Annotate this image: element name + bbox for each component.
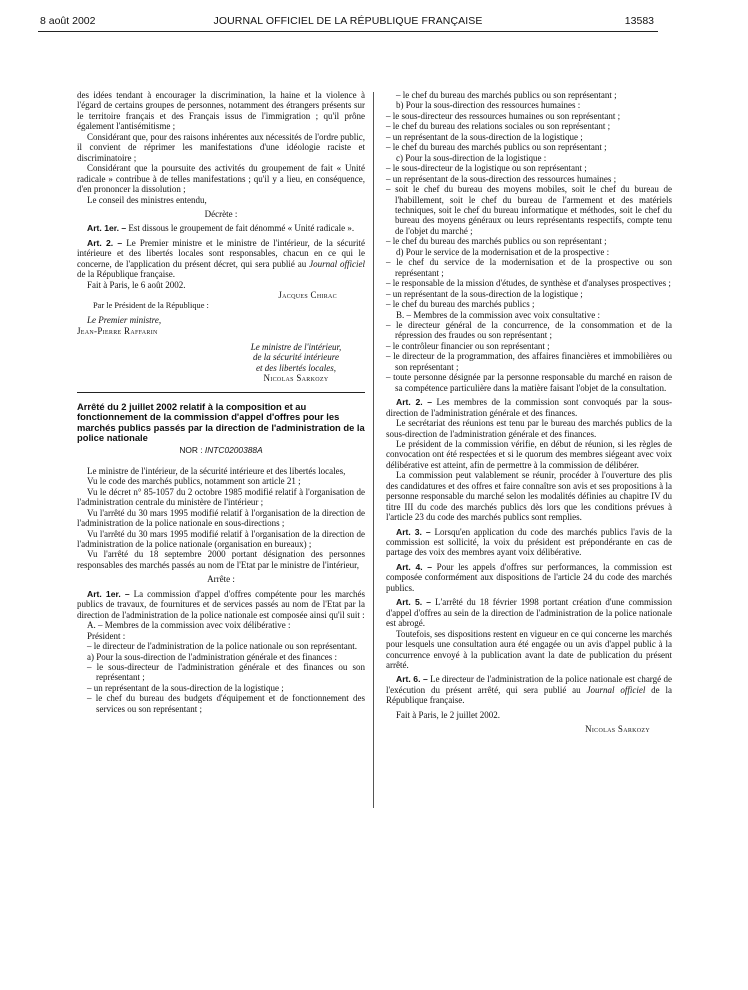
vu-5: Vu l'arrêté du 18 septembre 2000 portant désignation des personnes responsables des marchés passés au nom de l'Etat par le ministre de l'intérieur, [77,549,365,570]
conseil-text: Le conseil des ministres entendu, [87,194,207,205]
column-divider [373,92,374,808]
premier-ministre-title: Le Premier ministre, [87,315,162,326]
vu-3: Vu l'arrêté du 30 mars 1995 modifié relatif à l'organisation de la direction de l'administration de la police nationale en sous-directions ; [77,507,365,529]
subsection-d-heading: d) Pour le service de la modernisation et de la prospective : [396,246,610,257]
decree-art-2: Art. 2. – Le Premier ministre et le ministre de l'intérieur, de la sécurité intérieure et des libertés locales sont responsables, chacun en ce qui le concerne, de l'application du présent décret, qui sera publié au Journal officiel de la République française. [77,237,365,280]
subsection-a-heading: a) Pour la sous-direction de l'administration générale et des finances : [87,651,338,662]
membres-a-heading: A. – Membres de la commission avec voix délibérative : [87,620,291,631]
vu-2: Vu le décret n° 85-1057 du 2 octobre 1985 modifié relatif à l'organisation de l'administration centrale du ministère de l'intérieur ; [77,486,365,508]
arrete-art-5: Art. 5. – L'arrêté du 18 février 1998 portant création d'une commission d'appel d'offres au sein de la direction de l'administration de la police nationale est abrogé. [386,597,672,629]
subsection-b-heading: b) Pour la sous-direction des ressources humaines : [396,100,581,111]
list-item: – le directeur de la programmation, des affaires financières et immobilières ou son représentant ; [386,351,672,372]
list-item: – un représentant de la sous-direction de la logistique ; [386,288,583,299]
list-item: – le chef du service de la modernisation et de la prospective ou son représentant ; [386,257,672,278]
decrete-heading: Décrète : [204,208,238,219]
list-item: – un représentant de la sous-direction des ressources humaines ; [386,173,617,184]
art-label: Art. 5. – [396,597,432,608]
signature-sarkozy-arrete: Nicolas Sarkozy [585,724,650,735]
decree-intro: des idées tendant à encourager la discrimination, la haine et la violence à l'égard de certains groupes de personnes, notamment des étrangers présents sur le territoire français et des Français issus de l'immigration ; qu'il prône également l'antisémitisme ; [77,90,365,132]
vu-1: Vu le code des marchés publics, notamment son article 21 ; [87,476,301,487]
par-le-president: Par le Président de la République : [93,300,209,310]
arrete-heading: Arrête : [207,574,235,585]
art-label: Art. 6. – [396,674,428,685]
left-column [77,90,365,714]
president-heading: Président : [87,630,126,641]
list-item: – soit le chef du bureau des moyens mobiles, soit le chef du bureau de l'habillement, soit le chef du bureau de l'armement et des matériels techniques, soit le chef du bureau informatique et méthodes, soit le chef du bureau des moyens généraux ou leurs représentants respectifs, compte tenu de l'objet du marché ; [386,184,672,236]
page-number: 13583 [624,15,654,27]
membres-b-heading: B. – Membres de la commission avec voix consultative : [396,309,600,320]
list-item: – le sous-directeur de la logistique ou son représentant ; [386,163,587,174]
considerant-1: Considérant que, pour des raisons inhérentes aux nécessités de l'ordre public, il convient de réprimer les manifestations d'une idéologie raciste et discriminatoire ; [77,131,365,163]
list-item: – le chef du bureau des marchés publics ou son représentant ; [396,90,617,100]
signature-chirac: Jacques Chirac [278,290,337,301]
list-item: – le chef du bureau des budgets d'équipement et de fonctionnement des services ou son représentant ; [87,693,365,714]
list-item: – le chef du bureau des marchés publics ou son représentant ; [386,236,607,247]
list-item: – le chef du bureau des relations sociales ou son représentant ; [386,121,611,132]
list-item: – toute personne désignée par la personne responsable du marché en raison de sa compétence particulière dans la matière faisant l'objet de la consultation. [386,372,672,393]
art-2-paragraph: La commission peut valablement se réunir, procéder à l'ouverture des plis des candidatures et des offres et faire connaître son avis et ses propositions à la personne responsable du marché selon les modalités définies au chapitre IV du titre III du code des marchés publics dès lors que les conditions prévues à l'article 23 du code des marchés publics sont remplies. [386,470,672,523]
journal-title: JOURNAL OFFICIEL DE LA RÉPUBLIQUE FRANÇAISE [213,15,483,27]
signature-sarkozy: Nicolas Sarkozy [263,373,329,384]
list-item: – le directeur de l'administration de la police nationale ou son représentant. [87,641,358,652]
signature-raffarin: Jean-Pierre Raffarin [77,325,158,336]
arrete-art-1: Art. 1er. – La commission d'appel d'offres compétente pour les marchés publics de travaux, de fournitures et de services passés au nom de l'Etat par la direction de l'administration de la police nationale est composée ainsi qu'il suit : [77,588,366,620]
list-item: – le sous-directeur des ressources humaines ou son représentant ; [386,110,621,121]
arrete-title: Arrêté du 2 juillet 2002 relatif à la composition et au fonctionnement de la commission d'appel d'offres pour les marchés publics passés par la direction de l'administration de la police nationale [77,400,365,443]
art-label: Art. 3. – [396,526,431,537]
right-column [386,90,672,735]
art-label: Art. 2. – [396,397,433,408]
arrete-art-4: Art. 4. – Pour les appels d'offres sur performances, la commission est composée conformément aux dispositions de l'article 24 du code des marchés publics. [386,561,673,593]
header-date: 8 août 2002 [40,15,96,27]
art-label: Art. 2. – [87,237,123,248]
art-label: Art. 4. – [396,561,433,572]
arrete-art-3: Art. 3. – Lorsqu'en application du code des marchés publics l'avis de la commission est sollicité, la voix du président est prépondérante en cas de partage des voix des membres ayant voix délibérative. [386,526,672,558]
list-item: – le chef du bureau des marchés publics ; [386,299,535,310]
page-header [38,11,658,32]
vu-4: Vu l'arrêté du 30 mars 1995 modifié relatif à l'organisation de la direction de l'administration de la police nationale (organisation en bureaux) ; [77,528,365,550]
list-item: – le contrôleur financier ou son représentant ; [386,340,550,351]
section-divider [77,392,365,393]
nor-reference: NOR : INTC0200388A [179,445,263,456]
list-item: – le chef du bureau des marchés publics ou son représentant ; [386,142,607,153]
minister-signature: Le ministre de l'intérieur, de la sécurité intérieure et des libertés locales, Nicolas Sarkozy [77,342,365,384]
art-5-paragraph: Toutefois, ses dispositions restent en vigueur en ce qui concerne les marchés pour lesquels une consultation aura été engagée ou un avis d'appel public à la concurrence envoyé à la publication avant la date de publication du présent arrêté. [386,628,672,671]
subsection-c-heading: c) Pour la sous-direction de la logistique : [396,152,547,163]
arrete-art-6: Art. 6. – Le directeur de l'administration de la police nationale est chargé de l'exécution du présent arrêté, qui sera publié au Journal officiel de la République française. [386,674,672,706]
arrete-ministre: Le ministre de l'intérieur, de la sécurité intérieure et des libertés locales, [87,465,346,476]
art-label: Art. 1er. – [87,223,127,234]
art-2-paragraph: Le président de la commission vérifie, en début de réunion, si les règles de convocation ont été respectées et si le quorum des membres siégeant avec voix délibérative est atteint, afin de permettre à la commission de délibérer. [386,438,672,470]
decree-art-1: Art. 1er. – Est dissous le groupement de fait dénommé « Unité radicale ». [87,223,355,234]
list-item: – le responsable de la mission d'études, de synthèse et d'analyses prospectives ; [386,278,671,289]
decree-fait: Fait à Paris, le 6 août 2002. [87,279,186,290]
list-item: – le directeur général de la concurrence, de la consommation et de la répression des fraudes ou son représentant ; [386,319,672,341]
list-item: – un représentant de la sous-direction de la logistique ; [87,682,284,693]
list-item: – le sous-directeur de l'administration générale et des finances ou son représentant ; [87,662,365,683]
list-item: – un représentant de la sous-direction de la logistique ; [386,131,583,142]
considerant-2: Considérant que la poursuite des activités du groupement de fait « Unité radicale » contribue à de telles manifestations ; qu'il y a lieu, en conséquence, d'en prononcer la dissolution ; [77,163,365,195]
art-label: Art. 1er. – [87,588,130,599]
arrete-art-2: Art. 2. – Les membres de la commission sont convoqués par la sous-direction de l'administration générale et des finances. [386,397,672,418]
art-2-paragraph: Le secrétariat des réunions est tenu par le bureau des marchés publics de la sous-direction de l'administration générale et des finances. [386,418,672,439]
arrete-fait: Fait à Paris, le 2 juillet 2002. [396,709,500,720]
